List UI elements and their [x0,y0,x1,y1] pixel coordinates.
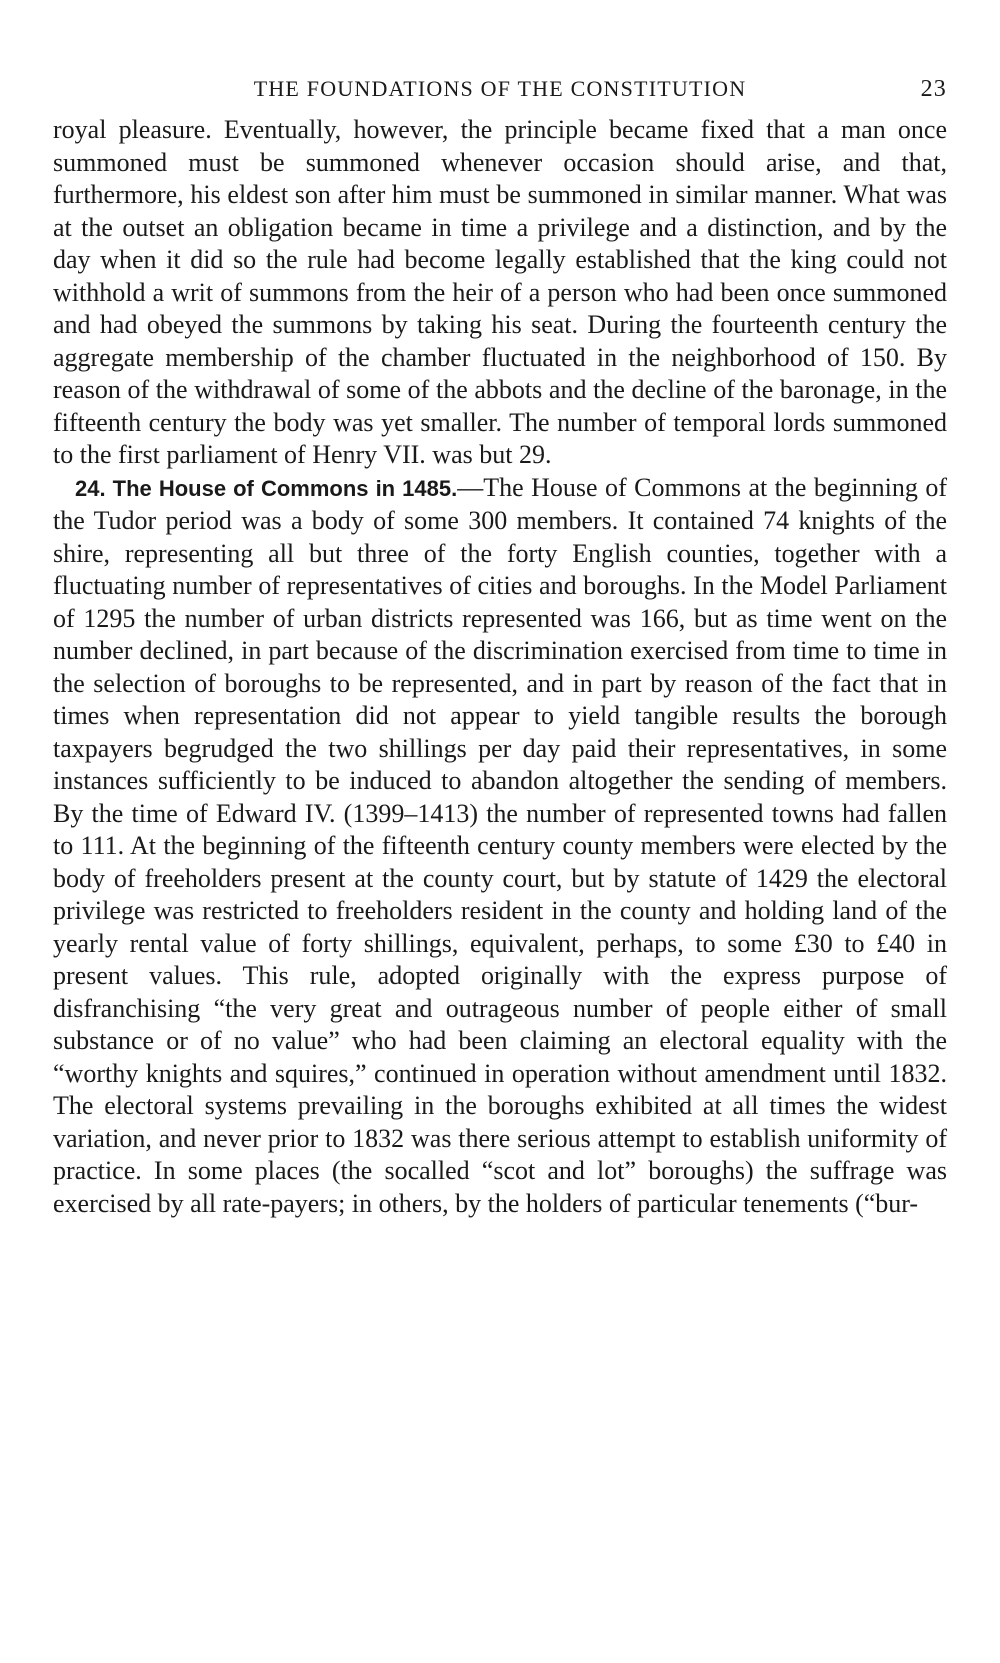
paragraph-section-24 [53,472,947,1221]
book-page [53,70,947,1220]
body-text [53,114,947,1220]
page-number: 23 [920,76,947,102]
running-head [53,70,947,110]
section-body: —The House of Commons at the beginning of the Tudor period was a body of some 300 members. It contained 74 knights of the shire, representing all but three of the forty English counties, together with a fluctuating number of representatives of cities and boroughs. In the Model Parliament of 1295 the number of urban districts represented was 166, but as time went on the number declined, in part because of the discrimination exercised from time to time in the selection of boroughs to be represented, and in part by reason of the fact that in times when representation did not appear to yield tangible results the borough taxpayers begrudged the two shillings per day paid their representatives, in some instances sufficiently to be induced to abandon altogether the sending of members. By the time of Edward IV. (1399–1413) the number of represented towns had fallen to 111. At the beginning of the fifteenth century county members were elected by the body of freeholders present at the county court, but by statute of 1429 the electoral privilege was restricted to freeholders resident in the county and holding land of the yearly rental value of forty shillings, equivalent, perhaps, to some £30 to £40 in present values. This rule, adopted originally with the express purpose of disfranchising “the very great and outrageous number of people either of small substance or of no value” who had been claiming an electoral equality with the “worthy knights and squires,” continued in operation without amendment until 1832. The electoral systems prevailing in the boroughs exhibited at all times the widest variation, and never prior to 1832 was there serious attempt to establish uniformity of practice. In some places (the socalled “scot and lot” boroughs) the suffrage was exercised by all rate-payers; in others, by the holders of particular tenements (“bur- [53,472,947,1218]
section-heading: 24. The House of Commons in 1485. [75,475,458,501]
running-title: THE FOUNDATIONS OF THE CONSTITUTION [253,76,747,101]
paragraph-continued: royal pleasure. Eventually, however, the principle became fixed that a man once summoned must be summoned whenever occasion should arise, and that, furthermore, his eldest son after him must be summoned in similar manner. What was at the outset an obligation became in time a privilege and a distinction, and by the day when it did so the rule had become legally established that the king could not withhold a writ of summons from the heir of a person who had been once summoned and had obeyed the summons by taking his seat. During the fourteenth century the aggregate membership of the chamber fluctuated in the neighborhood of 150. By reason of the withdrawal of some of the abbots and the decline of the baronage, in the fifteenth century the body was yet smaller. The number of temporal lords summoned to the first parliament of Henry VII. was but 29. [53,115,947,469]
